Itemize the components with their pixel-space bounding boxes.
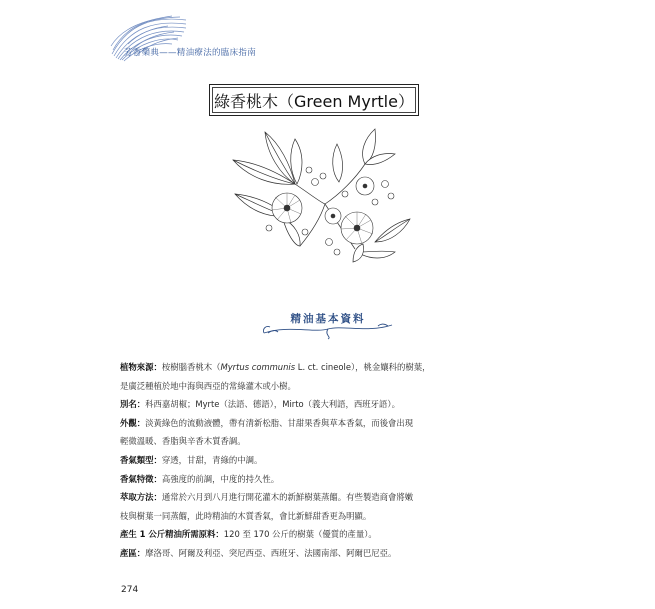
info-row-source (120, 358, 520, 377)
section-banner (258, 303, 398, 341)
info-label-extraction: 萃取方法： (120, 492, 162, 503)
info-label-origin: 產區： (120, 547, 146, 558)
info-value-extraction: 通常於六月到八月進行開花灌木的新鮮樹葉蒸餾。有些製造商會將嫩 (161, 492, 414, 503)
info-row-yield (120, 525, 520, 544)
section-title: 精油基本資料 (290, 313, 366, 325)
info-value-category: 穿透，甘甜，青綠的中調。 (161, 454, 263, 465)
page-title: 綠香桃木（Green Myrtle） (214, 91, 414, 111)
info-value-origin: 摩洛哥、阿爾及利亞、突尼西亞、西班牙、法國南部、阿爾巴尼亞。 (145, 547, 397, 558)
info-row-appearance (120, 414, 520, 433)
info-row-origin (120, 544, 520, 563)
info-row-character (120, 470, 520, 489)
myrtle-botanical-illustration (225, 124, 420, 274)
running-header: 芳香藥典——精油療法的臨床指南 (124, 48, 257, 58)
page-number: 274 (121, 585, 139, 595)
info-value-source (162, 362, 431, 372)
info-row-category (120, 451, 520, 470)
source-value-post: L. ct. cineole），桃金孃科的樹葉， (295, 362, 431, 372)
info-row-appearance-cont (120, 432, 520, 451)
essential-oil-info (120, 358, 520, 563)
info-row-extraction-cont (120, 507, 520, 526)
source-value-pre: 桉樹腦香桃木（ (161, 362, 221, 372)
info-label-aka: 別名： (120, 399, 146, 410)
info-value-aka: 科西嘉胡椒；Myrte（法語、德語），Mirto（義大利語，西班牙語）。 (145, 399, 400, 410)
info-label-yield: 產生 1 公斤精油所需原料： (120, 529, 224, 540)
info-label-appearance: 外觀： (120, 417, 146, 428)
info-label-source: 植物來源： (120, 362, 162, 372)
info-value-extraction-line2: 枝與樹葉一同蒸餾，此時精油的木質香氣，會比新鮮甜香更為明顯。 (120, 510, 372, 521)
latin-name: Myrtus communis (220, 362, 296, 372)
info-value-source-line2: 是廣泛種植於地中海與西亞的常綠灌木或小樹。 (120, 380, 296, 391)
info-row-source-cont (120, 377, 520, 396)
info-label-character: 香氣特徵： (120, 473, 162, 484)
info-value-yield: 120 至 170 公斤的樹葉（優質的產量）。 (223, 529, 377, 540)
info-label-category: 香氣類型： (120, 454, 162, 465)
page-title-box (209, 84, 419, 116)
info-value-appearance-line2: 輕微溫暖、香脂與辛香木質香調。 (120, 436, 246, 447)
info-row-aka (120, 395, 520, 414)
info-value-appearance: 淡黃綠色的流動液體，帶有清新松脂、甘甜果香與草本香氣，而後會出現 (145, 417, 414, 428)
info-value-character: 高強度的前調，中度的持久性。 (161, 473, 280, 484)
info-row-extraction (120, 488, 520, 507)
